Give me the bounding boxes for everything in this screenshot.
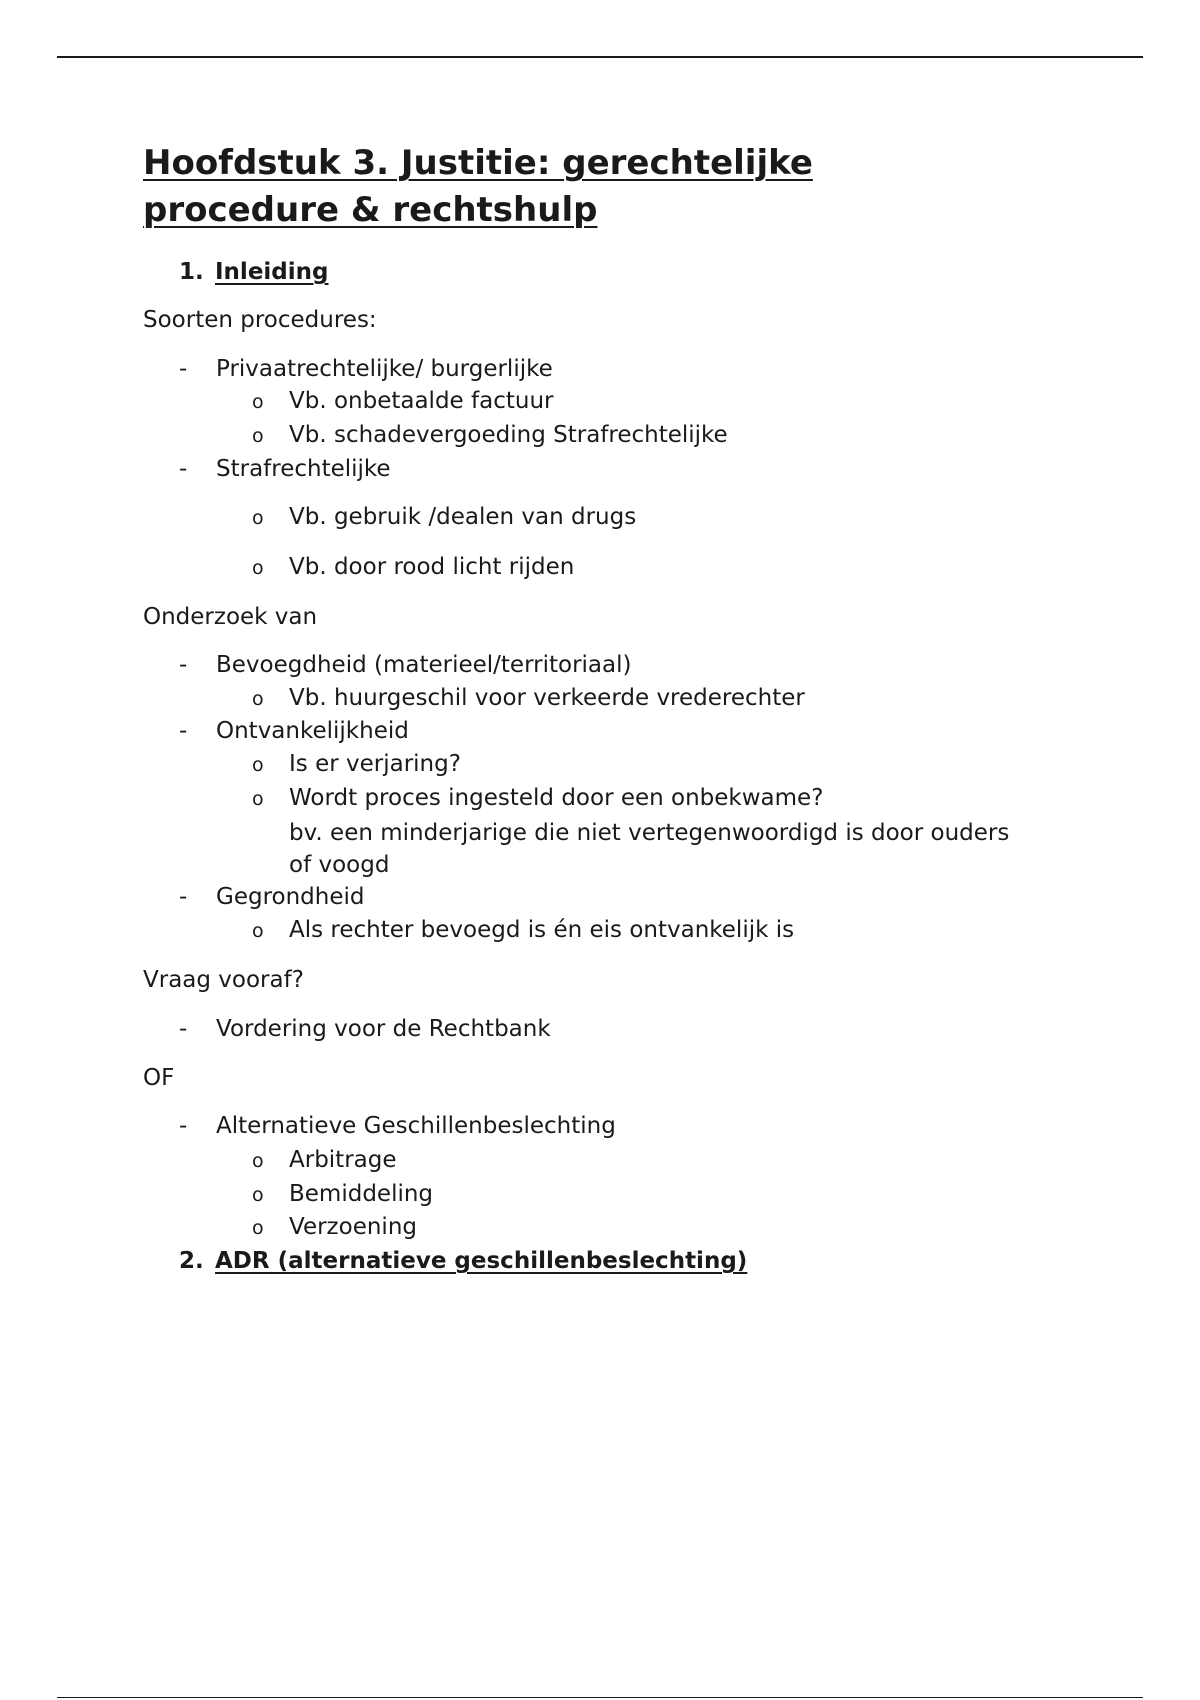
sub-item-label: Bemiddeling [289,1181,434,1207]
bullet-marker: o [252,1184,264,1206]
note-line1: bv. een minderjarige die niet vertegenwoordigd is door ouders [289,820,1010,846]
bullet-marker: o [252,391,264,413]
sub-item [252,386,553,417]
section-heading-inleiding [179,257,328,287]
list-item-gegrondheid [179,882,365,912]
list-item-bevoegdheid [179,650,631,680]
bullet-marker: o [252,425,264,447]
section-number: 1. [179,259,204,285]
bullet-marker: o [252,788,264,810]
sub-item-label: Arbitrage [289,1147,397,1173]
bullet-marker: o [252,920,264,942]
dash-marker: - [179,718,188,744]
dash-marker: - [179,1113,188,1139]
list-item-label: Gegrondheid [216,884,365,910]
list-item-vordering [179,1014,551,1044]
section-number: 2. [179,1248,204,1274]
list-item-label: Ontvankelijkheid [216,718,409,744]
list-item-label: Alternatieve Geschillenbeslechting [216,1113,616,1139]
sub-item [252,915,794,946]
vraag-label: Vraag vooraf? [143,967,304,993]
dash-marker: - [179,1016,188,1042]
dash-marker: - [179,652,188,678]
onderzoek-label: Onderzoek van [143,604,318,630]
sub-item [252,1145,397,1176]
dash-marker: - [179,356,188,382]
sub-item-note [289,817,1089,881]
sub-item-label: Wordt proces ingesteld door een onbekwame? [289,785,824,811]
bottom-rule [57,1697,1143,1698]
soorten-label: Soorten procedures: [143,307,377,333]
sub-item-label: Vb. gebruik /dealen van drugs [289,504,637,530]
sub-item [252,420,728,451]
section-label: Inleiding [215,259,329,285]
sub-item [252,683,805,714]
top-rule [57,56,1143,58]
sub-item-label: Verzoening [289,1214,417,1240]
section-heading-adr [179,1246,747,1276]
list-item-label: Privaatrechtelijke/ burgerlijke [216,356,553,382]
dash-marker: - [179,456,188,482]
sub-item [252,783,823,814]
page-title-line2: procedure & rechtshulp [143,190,598,230]
list-item-label: Bevoegdheid (materieel/territoriaal) [216,652,632,678]
sub-item [252,1212,417,1243]
bullet-marker: o [252,754,264,776]
sub-item [252,502,636,533]
list-item-label: Vordering voor de Rechtbank [216,1016,551,1042]
sub-item-label: Als rechter bevoegd is én eis ontvankelijk is [289,917,795,943]
sub-item [252,552,574,583]
section-label: ADR (alternatieve geschillenbeslechting) [215,1248,748,1274]
of-label: OF [143,1065,175,1091]
sub-item [252,749,461,780]
page-title [143,140,943,234]
sub-item [252,1179,433,1210]
bullet-marker: o [252,1217,264,1239]
sub-item-label: Is er verjaring? [289,751,461,777]
sub-item-label: Vb. schadevergoeding Strafrechtelijke [289,422,728,448]
bullet-marker: o [252,1150,264,1172]
page-title-line1: Hoofdstuk 3. Justitie: gerechtelijke [143,143,813,183]
list-item-label: Strafrechtelijke [216,456,391,482]
bullet-marker: o [252,688,264,710]
note-line2: of voogd [289,852,390,878]
sub-item-label: Vb. door rood licht rijden [289,554,575,580]
sub-item-label: Vb. onbetaalde factuur [289,388,554,414]
list-item-ontvankelijkheid [179,716,409,746]
sub-item-label: Vb. huurgeschil voor verkeerde vrederechter [289,685,805,711]
list-item-privaatrechtelijk [179,354,553,384]
bullet-marker: o [252,557,264,579]
dash-marker: - [179,884,188,910]
list-item-alternatief [179,1111,616,1141]
list-item-strafrechtelijk [179,454,391,484]
bullet-marker: o [252,507,264,529]
